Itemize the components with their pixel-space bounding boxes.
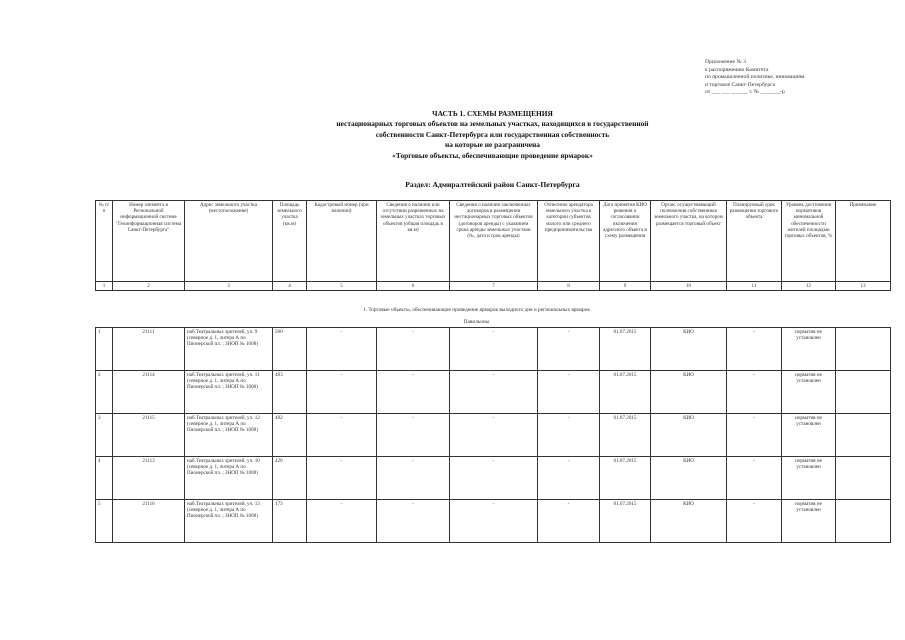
cell-sme: - xyxy=(538,371,600,414)
table-row xyxy=(96,328,891,371)
cell-address: наб.Театральных зрителей, уч. 12 (северное д. 1, литера А по Пионерской пл. ; ЗНОП № 1008) xyxy=(185,414,273,457)
cell-term: - xyxy=(727,457,782,500)
cell-level: норматив не установлен xyxy=(782,500,836,543)
cell-level: норматив не установлен xyxy=(782,457,836,500)
cell-address: наб.Театральных зрителей, уч. 9 (северное д. 1, литера А по Пионерской пл. ; ЗНОП № 1008) xyxy=(185,328,273,371)
cell-date: 01.07.2015 xyxy=(600,414,651,457)
appendix-line: по промышленной политике, инновациям xyxy=(705,74,805,81)
title-line: нестационарных торговых объектов на земельных участках, находящихся в государственной xyxy=(336,119,649,129)
cell-date: 01.07.2015 xyxy=(600,371,651,414)
appendix-line: Приложение № 3 xyxy=(705,59,746,65)
data-table xyxy=(95,327,891,543)
cell-cadastre: - xyxy=(307,414,377,457)
cell-cadastre: - xyxy=(307,371,377,414)
cell-objects: - xyxy=(377,414,450,457)
cell-number: 4 xyxy=(96,457,113,500)
cell-term: - xyxy=(727,328,782,371)
cell-objects: - xyxy=(377,371,450,414)
cell-number: 5 xyxy=(96,500,113,543)
column-header: Отнесение арендатора земельного участка к категории субъектов малого или среднего предпринимательства xyxy=(538,201,600,282)
cell-cadastre: - xyxy=(307,500,377,543)
cell-objects: - xyxy=(377,500,450,543)
cell-note xyxy=(836,328,891,371)
column-number: 5 xyxy=(307,282,377,291)
category-heading: 1. Торговые объекты, обеспечивающие проведение ярмарок выходного дня и региональных ярмарок xyxy=(363,307,590,313)
column-number: 8 xyxy=(538,282,600,291)
cell-contracts: - xyxy=(450,414,538,457)
cell-sme: - xyxy=(538,414,600,457)
cell-term: - xyxy=(727,414,782,457)
cell-element-id: 21111 xyxy=(113,328,185,371)
section-heading: Раздел: Адмиралтейский район Санкт-Петербурга xyxy=(405,180,580,189)
column-header: Адрес земельного участка (местоположение) xyxy=(185,201,273,282)
cell-element-id: 21116 xyxy=(113,500,185,543)
column-header: Планируемый срок размещения торгового объекта xyxy=(727,201,782,282)
cell-area: 500 xyxy=(273,328,307,371)
title-line: на которые не разграничена xyxy=(444,140,541,150)
column-number: 11 xyxy=(727,282,782,291)
cell-element-id: 21114 xyxy=(113,371,185,414)
column-header: Кадастровый номер (при наличии) xyxy=(307,201,377,282)
title-line: «Торговые объекты, обеспечивающие проведение ярмарок» xyxy=(392,150,593,160)
table-header xyxy=(95,200,891,291)
cell-sme: - xyxy=(538,457,600,500)
cell-contracts: - xyxy=(450,328,538,371)
cell-contracts: - xyxy=(450,457,538,500)
cell-sme: - xyxy=(538,328,600,371)
cell-cadastre: - xyxy=(307,328,377,371)
cell-number: 3 xyxy=(96,414,113,457)
cell-organ: КИО xyxy=(651,500,727,543)
cell-area: 483 xyxy=(273,371,307,414)
cell-term: - xyxy=(727,500,782,543)
column-header: Сведения о наличии заключенных договоров в размещении нестационарных торговых объектов (договоров аренды) с указанием срока аренды земельных участков (№, дата и срок аренды) xyxy=(450,201,538,282)
column-number: 10 xyxy=(651,282,727,291)
document-title xyxy=(250,109,735,161)
table-row xyxy=(96,457,891,500)
cell-level: норматив не установлен xyxy=(782,414,836,457)
cell-note xyxy=(836,371,891,414)
cell-date: 01.07.2015 xyxy=(600,328,651,371)
title-line: собственности Санкт-Петербурга или государственная собственность xyxy=(375,129,610,139)
cell-level: норматив не установлен xyxy=(782,328,836,371)
cell-contracts: - xyxy=(450,500,538,543)
column-number: 2 xyxy=(113,282,185,291)
cell-level: норматив не установлен xyxy=(782,371,836,414)
column-number: 3 xyxy=(185,282,273,291)
cell-contracts: - xyxy=(450,371,538,414)
cell-organ: КИО xyxy=(651,328,727,371)
cell-objects: - xyxy=(377,457,450,500)
cell-note xyxy=(836,500,891,543)
cell-organ: КИО xyxy=(651,414,727,457)
column-header: Сведения о наличии или отсутствии разрешенных на земельных участках торговых объектов (общая площадь в кв.м) xyxy=(377,201,450,282)
cell-number: 2 xyxy=(96,371,113,414)
cell-note xyxy=(836,457,891,500)
cell-number: 1 xyxy=(96,328,113,371)
cell-cadastre: - xyxy=(307,457,377,500)
title-part: ЧАСТЬ 1. СХЕМЫ РАЗМЕЩЕНИЯ xyxy=(432,109,553,118)
cell-element-id: 21115 xyxy=(113,414,185,457)
cell-area: 173 xyxy=(273,500,307,543)
column-header: № п/п xyxy=(96,201,113,282)
cell-date: 01.07.2015 xyxy=(600,457,651,500)
column-number: 1 xyxy=(96,282,113,291)
column-number: 13 xyxy=(836,282,891,291)
appendix-note xyxy=(705,59,895,97)
cell-note xyxy=(836,414,891,457)
cell-area: 482 xyxy=(273,414,307,457)
cell-element-id: 21113 xyxy=(113,457,185,500)
cell-term: - xyxy=(727,371,782,414)
appendix-line: от ___ ___ ______ г. № _______-р xyxy=(705,89,785,96)
column-number: 12 xyxy=(782,282,836,291)
cell-organ: КИО xyxy=(651,457,727,500)
table-row xyxy=(96,414,891,457)
cell-objects: - xyxy=(377,328,450,371)
column-header: Орган, осуществляющий полномочия собственника земельного участка, на котором размещается торговый объект xyxy=(651,201,727,282)
column-header: Уровень достижения нормативов минимальной обеспеченности жителей площадью торговых объектов, % xyxy=(782,201,836,282)
appendix-line: и торговле Санкт-Петербурга xyxy=(705,81,775,88)
column-number: 4 xyxy=(273,282,307,291)
column-header: Площадь земельного участка (кв.м) xyxy=(273,201,307,282)
cell-date: 01.07.2015 xyxy=(600,500,651,543)
column-number: 6 xyxy=(377,282,450,291)
cell-address: наб.Театральных зрителей, уч. 10 (северное д. 1, литера А по Пионерской пл. ; ЗНОП № 1008) xyxy=(185,457,273,500)
cell-area: 426 xyxy=(273,457,307,500)
column-header: Номер элемента в Региональной информационной системе "Геоинформационная система Санкт-Петербурга" xyxy=(113,201,185,282)
column-number: 7 xyxy=(450,282,538,291)
table-row xyxy=(96,371,891,414)
subcategory-heading: Павильоны xyxy=(463,319,490,325)
appendix-line: к распоряжению Комитета xyxy=(705,66,769,73)
cell-sme: - xyxy=(538,500,600,543)
column-number: 9 xyxy=(600,282,651,291)
column-header: Примечание xyxy=(836,201,891,282)
column-header: Дата принятия КИО решения о согласовании включения адресного объекта в схему размещения xyxy=(600,201,651,282)
table-row xyxy=(96,500,891,543)
cell-address: наб.Театральных зрителей, уч. 13 (северное д. 1, литера А по Пионерской пл. ; ЗНОП № 1008) xyxy=(185,500,273,543)
cell-organ: КИО xyxy=(651,371,727,414)
cell-address: наб.Театральных зрителей, уч. 11 (северное д. 1, литера А по Пионерской пл. ; ЗНОП № 1008) xyxy=(185,371,273,414)
